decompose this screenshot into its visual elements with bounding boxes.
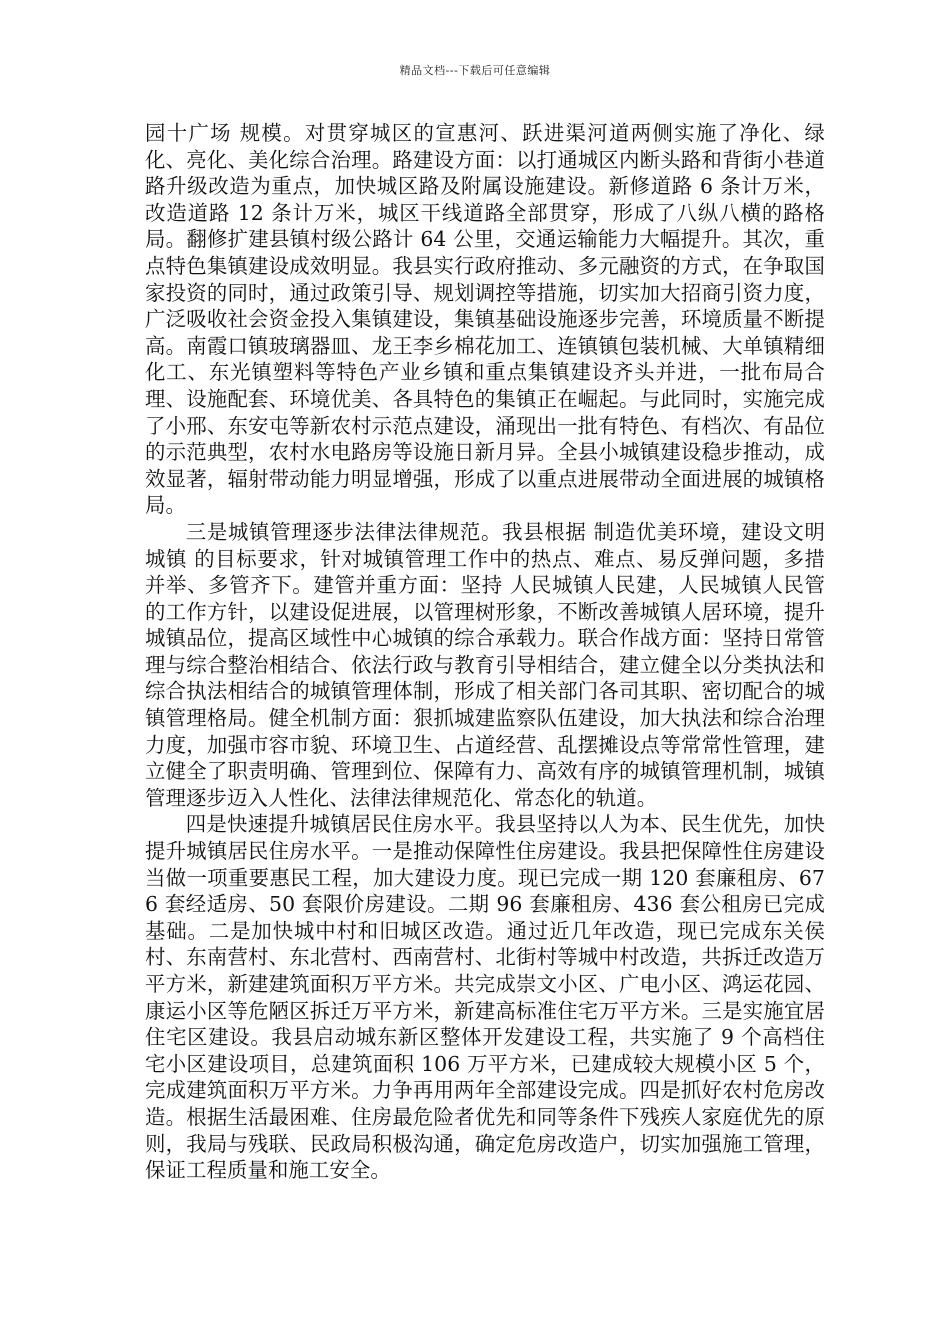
paragraph-2: 三是城镇管理逐步法律法律规范。我县根据 制造优美环境，建设文明城镇 的目标要求，针对城镇管理工作中的热点、难点、易反弹问题，多措并举、多管齐下。建管并重方面：坚持 人民城镇人民建，人民城镇人民管 的工作方针，以建设促进展，以管理树形象，不断改善城镇人居环境，提升城镇品位，提高区域性中心城镇的综合承载力。联合作战方面：坚持日常管理与综合整治相结合、依法行政与教育引导相结合，建立健全以分类执法和综合执法相结合的城镇管理体制，形成了相关部门各司其职、密切配合的城镇管理格局。健全机制方面：狠抓城建监察队伍建设，加大执法和综合治理力度，加强市容市貌、环境卫生、占道经营、乱摆摊设点等常常性管理，建立健全了职责明确、管理到位、保障有力、高效有序的城镇管理机制，城镇管理逐步迈入人性化、法律法律规范化、常态化的轨道。 <box>145 519 825 810</box>
paragraph-3: 四是快速提升城镇居民住房水平。我县坚持以人为本、民生优先，加快提升城镇居民住房水平。一是推动保障性住房建设。我县把保障性住房建设当做一项重要惠民工程，加大建设力度。现已完成一期 120 套廉租房、676 套经适房、50 套限价房建设。二期 96 套廉租房、436 套公租房已完成基础。二是加快城中村和旧城区改造。通过近几年改造，现已完成东关侯村、东南营村、东北营村、西南营村、北街村等城中村改造，共拆迁改造万平方米，新建建筑面积万平方米。共完成崇文小区、广电小区、鸿运花园、康运小区等危陋区拆迁万平方米，新建高标准住宅万平方米。三是实施宜居住宅区建设。我县启动城东新区整体开发建设工程，共实施了 9 个高档住宅小区建设项目，总建筑面积 106 万平方米，已建成较大规模小区 5 个，完成建筑面积万平方米。力争再用两年全部建设完成。四是抓好农村危房改造。根据生活最困难、住房最危险者优先和同等条件下残疾人家庭优先的原则，我局与残联、民政局积极沟通，确定危房改造户，切实加强施工管理，保证工程质量和施工安全。 <box>145 812 825 1183</box>
page-header: 精品文档---下载后可任意编辑 <box>399 64 551 77</box>
document-body <box>145 120 825 1184</box>
paragraph-1: 园十广场 规模。对贯穿城区的宣惠河、跃进渠河道两侧实施了净化、绿化、亮化、美化综合治理。路建设方面：以打通城区内断头路和背街小巷道路升级改造为重点，加快城区路及附属设施建设。新修道路 6 条计万米，改造道路 12 条计万米，城区干线道路全部贯穿，形成了八纵八横的路格局。翻修扩建县镇村级公路计 64 公里，交通运输能力大幅提升。其次，重点特色集镇建设成效明显。我县实行政府推动、多元融资的方式，在争取国家投资的同时，通过政策引导、规划调控等措施，切实加大招商引资力度，广泛吸收社会资金投入集镇建设，集镇基础设施逐步完善，环境质量不断提高。南霞口镇玻璃器皿、龙王李乡棉花加工、连镇镇包装机械、大单镇精细化工、东光镇塑料等特色产业乡镇和重点集镇建设齐头并进，一批布局合理、设施配套、环境优美、各具特色的集镇正在崛起。与此同时，实施完成了小邢、东安屯等新农村示范点建设，涌现出一批有特色、有档次、有品位的示范典型，农村水电路房等设施日新月异。全县小城镇建设稳步推动，成效显著，辐射带动能力明显增强，形成了以重点进展带动全面进展的城镇格局。 <box>145 121 825 518</box>
